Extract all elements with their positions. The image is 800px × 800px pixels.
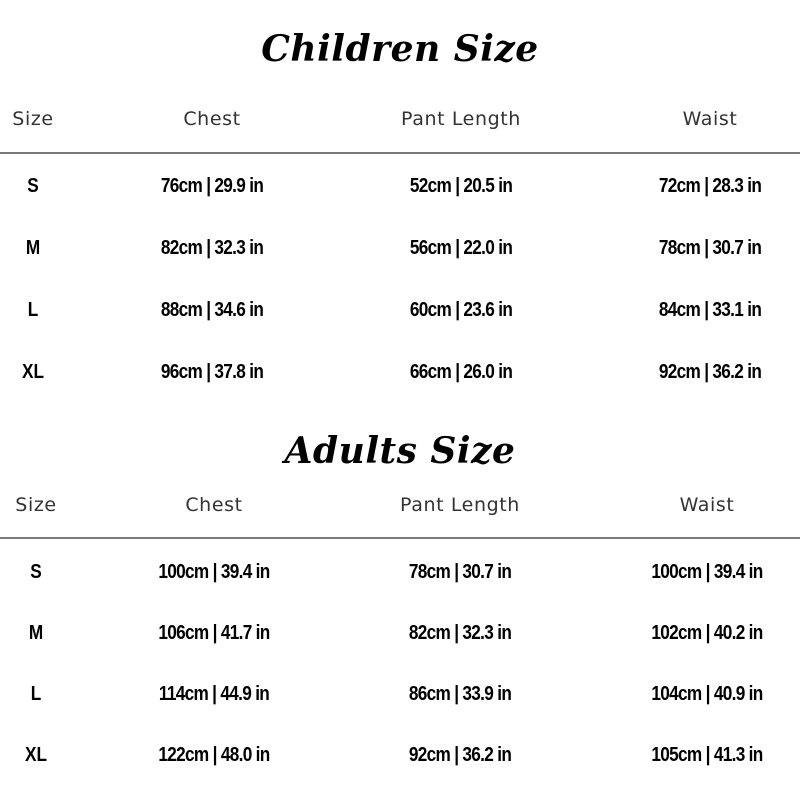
size-cell: XL — [25, 744, 47, 766]
pant-length-cell: 82cm | 32.3 in — [408, 622, 512, 644]
waist-cell: 84cm | 33.1 in — [658, 299, 762, 321]
chest-cell: 88cm | 34.6 in — [160, 299, 264, 321]
children-size-title: Children Size — [261, 28, 539, 70]
header-size: Size — [15, 494, 57, 516]
header-divider — [0, 152, 800, 154]
children-table-header — [0, 108, 800, 138]
size-cell: S — [30, 561, 42, 583]
chest-cell: 114cm | 44.9 in — [158, 683, 270, 705]
size-cell: XL — [22, 361, 44, 383]
waist-cell: 100cm | 39.4 in — [651, 561, 763, 583]
waist-cell: 78cm | 30.7 in — [658, 237, 762, 259]
table-row — [0, 175, 800, 205]
table-row — [0, 561, 800, 591]
chest-cell: 100cm | 39.4 in — [158, 561, 270, 583]
size-cell: M — [25, 237, 41, 259]
chest-cell: 106cm | 41.7 in — [158, 622, 270, 644]
chest-cell: 76cm | 29.9 in — [160, 175, 264, 197]
waist-cell: 92cm | 36.2 in — [658, 361, 762, 383]
size-cell: L — [27, 299, 39, 321]
header-size: Size — [12, 108, 54, 130]
adults-size-title: Adults Size — [284, 430, 516, 472]
pant-length-cell: 66cm | 26.0 in — [409, 361, 513, 383]
header-waist: Waist — [682, 108, 738, 130]
pant-length-cell: 78cm | 30.7 in — [408, 561, 512, 583]
header-pant-length: Pant Length — [401, 108, 521, 130]
table-row — [0, 683, 800, 713]
pant-length-cell: 52cm | 20.5 in — [409, 175, 513, 197]
header-chest: Chest — [183, 108, 241, 130]
pant-length-cell: 56cm | 22.0 in — [409, 237, 513, 259]
waist-cell: 102cm | 40.2 in — [651, 622, 763, 644]
adults-table-header — [0, 494, 800, 524]
table-row — [0, 299, 800, 329]
size-cell: L — [30, 683, 42, 705]
waist-cell: 104cm | 40.9 in — [651, 683, 763, 705]
size-cell: S — [27, 175, 39, 197]
table-row — [0, 622, 800, 652]
waist-cell: 105cm | 41.3 in — [651, 744, 763, 766]
chest-cell: 96cm | 37.8 in — [160, 361, 264, 383]
pant-length-cell: 92cm | 36.2 in — [408, 744, 512, 766]
table-row — [0, 744, 800, 774]
pant-length-cell: 86cm | 33.9 in — [408, 683, 512, 705]
size-cell: M — [28, 622, 44, 644]
table-row — [0, 237, 800, 267]
chest-cell: 82cm | 32.3 in — [160, 237, 264, 259]
header-pant-length: Pant Length — [400, 494, 520, 516]
header-divider — [0, 537, 800, 539]
waist-cell: 72cm | 28.3 in — [658, 175, 762, 197]
header-waist: Waist — [679, 494, 735, 516]
table-row — [0, 361, 800, 391]
pant-length-cell: 60cm | 23.6 in — [409, 299, 513, 321]
chest-cell: 122cm | 48.0 in — [158, 744, 270, 766]
header-chest: Chest — [185, 494, 243, 516]
